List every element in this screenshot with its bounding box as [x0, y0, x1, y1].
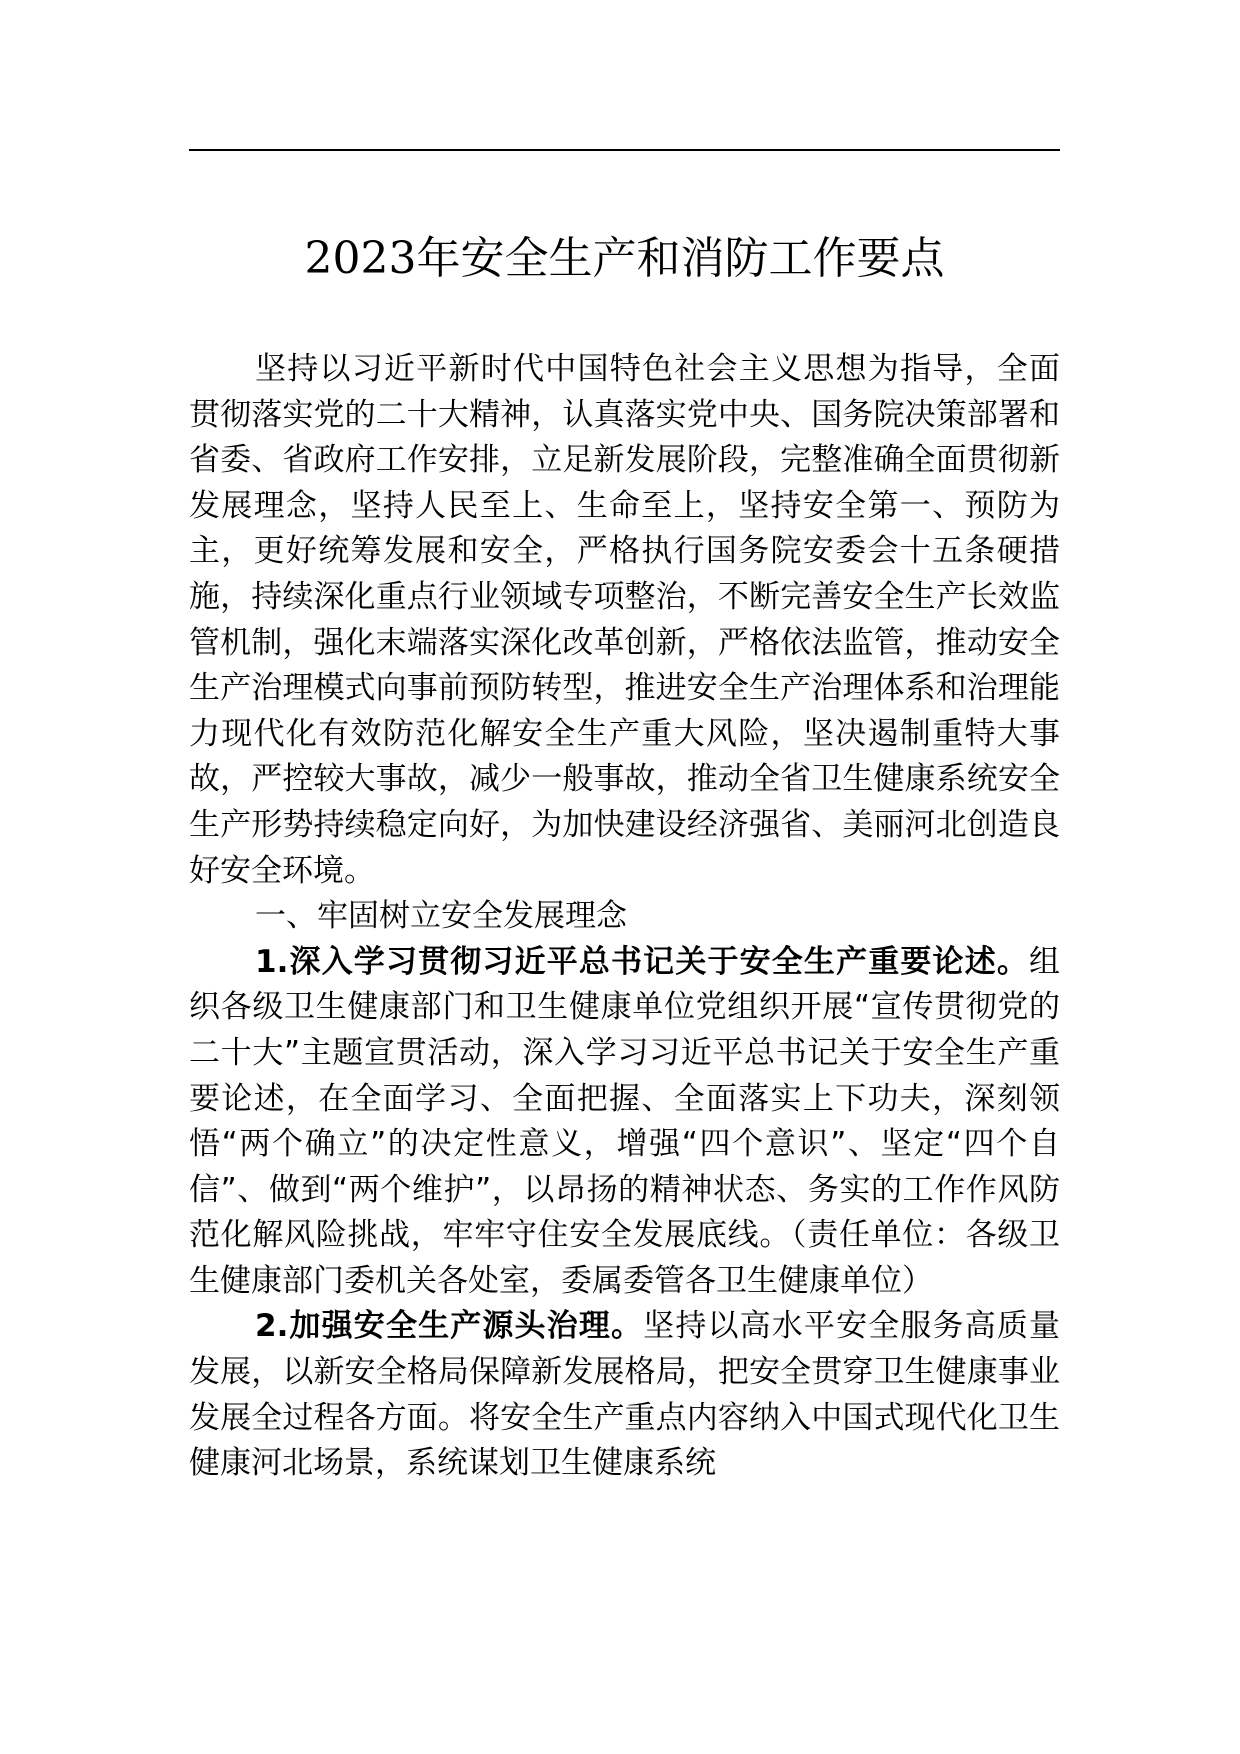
- intro-paragraph: 坚持以习近平新时代中国特色社会主义思想为指导，全面贯彻落实党的二十大精神，认真落实党中央、国务院决策部署和省委、省政府工作安排，立足新发展阶段，完整准确全面贯彻新发展理念，坚持人民至上、生命至上，坚持安全第一、预防为主，更好统筹发展和安全，严格执行国务院安委会十五条硬措施，持续深化重点行业领域专项整治，不断完善安全生产长效监管机制，强化末端落实深化改革创新，严格依法监管，推动安全生产治理模式向事前预防转型，推进安全生产治理体系和治理能力现代化有效防范化解安全生产重大风险，坚决遏制重特大事故，严控较大事故，减少一般事故，推动全省卫生健康系统安全生产形势持续稳定向好，为加快建设经济强省、美丽河北创造良好安全环境。: [189, 351, 1060, 889]
- document-title: 2023年安全生产和消防工作要点: [304, 233, 945, 284]
- document-body: [189, 347, 1060, 1487]
- item-1-paragraph: [189, 940, 1060, 1305]
- item-2-heading: 2.加强安全生产源头治理。: [255, 1308, 644, 1345]
- item-2-text: 坚持以高水平安全服务高质量发展，以新安全格局保障新发展格局，把安全贯穿卫生健康事业发展全过程各方面。将安全生产重点内容纳入中国式现代化卫生健康河北场景，系统谋划卫生健康系统: [189, 1308, 1060, 1482]
- section-heading: 一、牢固树立安全发展理念: [255, 898, 627, 935]
- item-1-heading: 1.深入学习贯彻习近平总书记关于安全生产重要论述。: [255, 943, 1029, 980]
- item-2-paragraph: [189, 1304, 1060, 1486]
- item-1-text: 组织各级卫生健康部门和卫生健康单位党组织开展“宣传贯彻党的二十大”主题宣贯活动，深入学习习近平总书记关于安全生产重要论述，在全面学习、全面把握、全面落实上下功夫，深刻领悟“两个确立”的决定性意义，增强“四个意识”、坚定“四个自信”、做到“两个维护”，以昂扬的精神状态、务实的工作作风防范化解风险挑战，牢牢守住安全发展底线。（责任单位：各级卫生健康部门委机关各处室，委属委管各卫生健康单位）: [189, 943, 1060, 1299]
- header-rule: [189, 149, 1060, 151]
